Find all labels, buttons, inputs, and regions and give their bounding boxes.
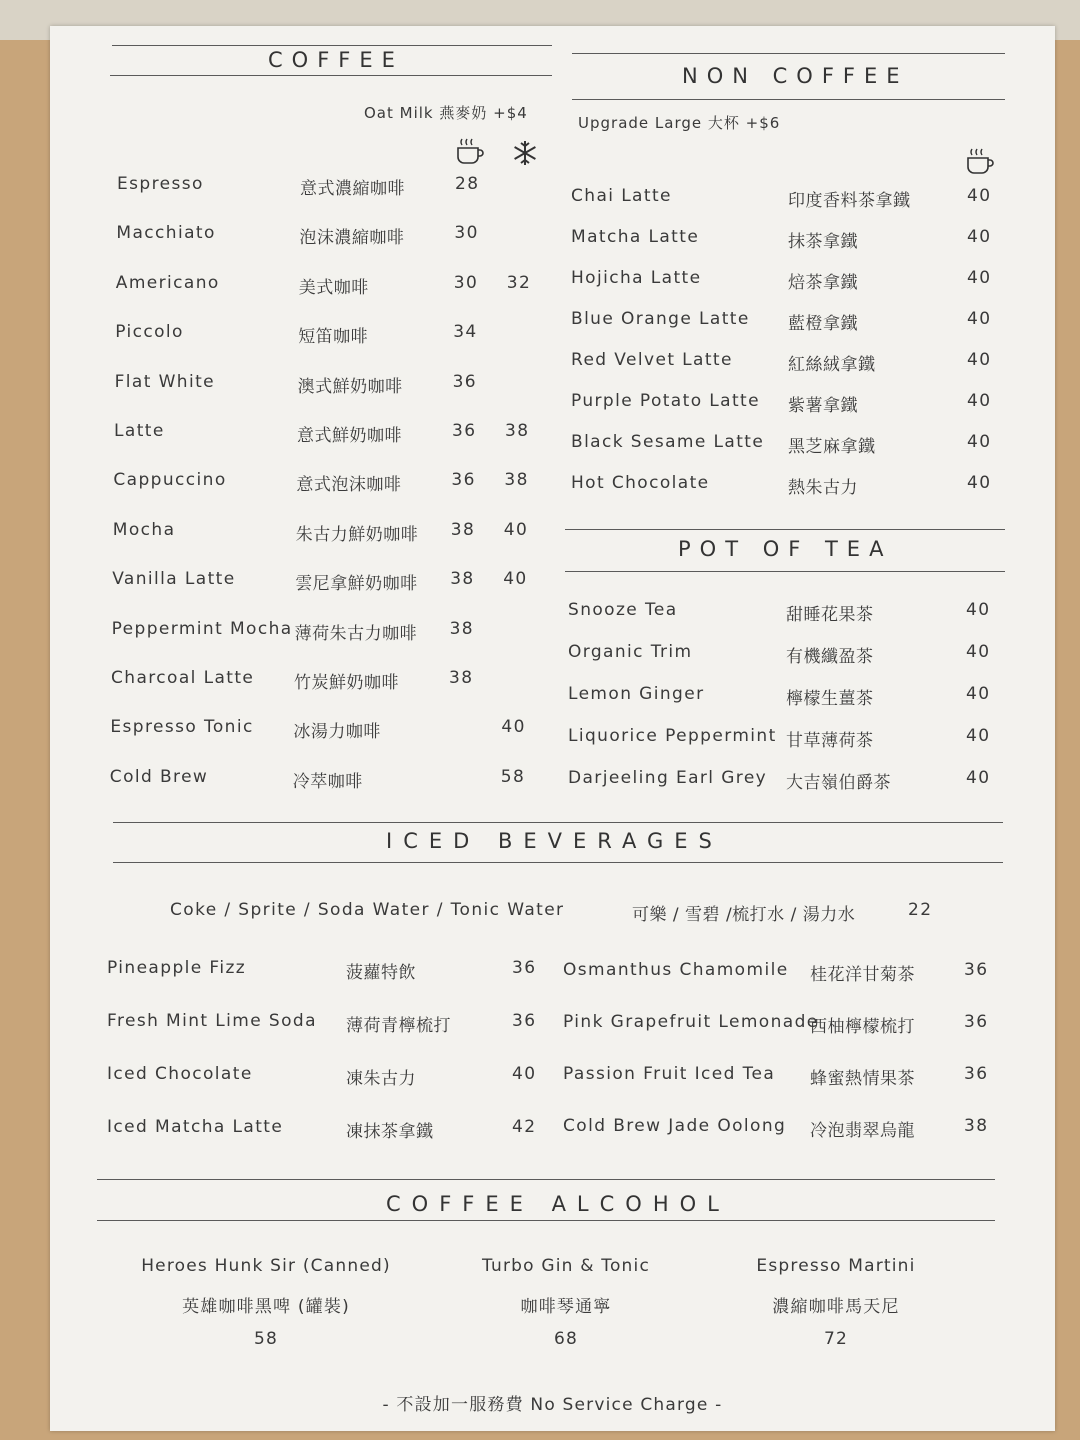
- item-chinese-name: 朱古力鮮奶咖啡: [295, 524, 419, 545]
- item-name: Snooze Tea: [568, 600, 678, 620]
- item-name: Lemon Ginger: [568, 684, 705, 704]
- item-chinese-name: 有機纖盈茶: [786, 647, 874, 667]
- iced-price: 58: [500, 766, 526, 787]
- hot-price: 36: [452, 371, 478, 392]
- item-price: 40: [967, 350, 992, 370]
- tea-item-row: [50, 642, 1055, 666]
- item-name: Peppermint Mocha: [111, 618, 293, 639]
- item-price: 40: [967, 432, 992, 452]
- item-price: 40: [967, 227, 992, 247]
- item-price: 40: [967, 309, 992, 329]
- item-price: 40: [966, 726, 991, 746]
- item-price: 36: [964, 960, 989, 980]
- hot-price: 30: [453, 272, 479, 293]
- hot-price: 38: [450, 569, 475, 590]
- item-chinese-name: 濃縮咖啡馬天尼: [772, 1297, 900, 1317]
- item-price: 42: [512, 1117, 537, 1137]
- item-name: Turbo Gin & Tonic: [481, 1256, 651, 1276]
- item-chinese-name: 菠蘿特飲: [346, 963, 416, 983]
- item-chinese-name: 意式泡沫咖啡: [296, 475, 402, 496]
- hot-cup-icon: [454, 136, 484, 166]
- iced-price: 38: [504, 470, 529, 491]
- item-chinese-name: 美式咖啡: [298, 277, 369, 298]
- no-service-charge-footer: - 不設加一服務費 No Service Charge -: [382, 1395, 723, 1415]
- hot-price: 36: [452, 421, 477, 441]
- hot-price: 34: [453, 322, 478, 343]
- item-name: Liquorice Peppermint: [568, 726, 777, 746]
- non-coffee-rule-top: [572, 53, 1005, 54]
- item-chinese-name: 凍朱古力: [346, 1069, 416, 1089]
- non-coffee-item-row: [50, 432, 1055, 456]
- item-price: 36: [512, 1011, 537, 1031]
- non-coffee-heading: NON COFFEE: [682, 64, 909, 88]
- tea-item-row: [50, 600, 1055, 624]
- iced-rule-bottom: [113, 862, 1003, 863]
- item-chinese-name: 泡沫濃縮咖啡: [299, 228, 405, 249]
- item-name: Osmanthus Chamomile: [563, 960, 789, 980]
- item-chinese-name: 冷泡翡翠烏龍: [810, 1121, 915, 1141]
- item-price: 68: [553, 1329, 579, 1349]
- tea-rule-bottom: [565, 571, 1005, 572]
- item-price: 36: [964, 1012, 989, 1032]
- item-name: Macchiato: [116, 223, 216, 244]
- item-chinese-name: 英雄咖啡黑啤 (罐裝): [182, 1297, 350, 1317]
- item-name: Darjeeling Earl Grey: [568, 768, 768, 788]
- alcohol-rule-bottom: [97, 1220, 995, 1221]
- item-chinese-name: 意式鮮奶咖啡: [297, 426, 402, 446]
- item-price: 40: [966, 600, 991, 620]
- item-name: Hot Chocolate: [571, 473, 710, 493]
- iced-rule-top: [113, 822, 1003, 823]
- item-chinese-name: 冰湯力咖啡: [293, 722, 381, 743]
- item-chinese-name: 大吉嶺伯爵茶: [786, 773, 891, 793]
- item-name: Red Velvet Latte: [571, 350, 733, 370]
- menu-card: [50, 26, 1055, 1431]
- soft-drinks-price: 22: [908, 900, 933, 920]
- item-name: Organic Trim: [568, 642, 693, 662]
- item-name: Black Sesame Latte: [571, 432, 765, 452]
- item-name: Flat White: [114, 371, 216, 392]
- item-name: Vanilla Latte: [112, 569, 236, 590]
- non-coffee-item-row: [50, 309, 1055, 333]
- item-chinese-name: 蜂蜜熱情果茶: [810, 1069, 915, 1089]
- soft-drinks-chinese: 可樂 / 雪碧 /梳打水 / 湯力水: [632, 905, 856, 925]
- non-coffee-item-row: [50, 227, 1055, 251]
- item-name: Cappuccino: [113, 470, 227, 491]
- tea-item-row: [50, 726, 1055, 750]
- item-chinese-name: 澳式鮮奶咖啡: [297, 376, 403, 397]
- soft-drinks-name: Coke / Sprite / Soda Water / Tonic Water: [170, 900, 565, 920]
- item-name: Latte: [114, 421, 165, 441]
- item-chinese-name: 黑芝麻拿鐵: [788, 437, 876, 457]
- item-chinese-name: 印度香料茶拿鐵: [788, 191, 911, 211]
- iced-item-row: [50, 1012, 1055, 1036]
- item-chinese-name: 薄荷青檸梳打: [346, 1016, 451, 1036]
- iced-price: 40: [503, 569, 528, 590]
- item-price: 38: [964, 1116, 989, 1136]
- item-price: 36: [964, 1064, 989, 1084]
- non-coffee-item-row: [50, 268, 1055, 292]
- soft-drinks-row: [50, 900, 1055, 924]
- item-name: Chai Latte: [571, 186, 672, 206]
- coffee-heading: COFFEE: [268, 48, 404, 72]
- item-chinese-name: 竹炭鮮奶咖啡: [294, 673, 399, 693]
- tea-rule-top: [565, 529, 1005, 530]
- iced-item-row: [50, 1116, 1055, 1140]
- tea-item-row: [50, 684, 1055, 708]
- oat-milk-note: Oat Milk 燕麥奶 +$4: [364, 104, 528, 122]
- item-name: Blue Orange Latte: [571, 309, 750, 329]
- non-coffee-item-row: [50, 350, 1055, 374]
- non-coffee-rule-bottom: [572, 99, 1005, 100]
- hot-price: 38: [449, 618, 475, 639]
- item-name: Espresso Martini: [756, 1256, 916, 1276]
- alcohol-rule-top: [97, 1179, 995, 1180]
- hot-cup-icon: [964, 146, 994, 176]
- item-price: 72: [823, 1329, 849, 1349]
- hot-price: 36: [451, 470, 476, 491]
- item-name: Passion Fruit Iced Tea: [563, 1064, 776, 1084]
- item-name: Pineapple Fizz: [107, 958, 247, 978]
- item-price: 40: [967, 473, 992, 493]
- item-chinese-name: 雲尼拿鮮奶咖啡: [295, 574, 418, 595]
- tea-item-row: [50, 768, 1055, 792]
- coffee-item-row: [50, 569, 1055, 593]
- coffee-rule-top: [112, 45, 552, 46]
- hot-price: 28: [455, 174, 480, 194]
- item-name: Matcha Latte: [571, 227, 700, 247]
- item-chinese-name: 檸檬生薑茶: [786, 689, 874, 709]
- item-name: Iced Matcha Latte: [107, 1117, 284, 1137]
- item-name: Purple Potato Latte: [571, 391, 760, 411]
- item-chinese-name: 藍橙拿鐵: [788, 314, 858, 334]
- item-chinese-name: 抹茶拿鐵: [788, 232, 858, 252]
- iced-price: 40: [503, 519, 529, 540]
- item-name: Charcoal Latte: [111, 668, 255, 688]
- hot-price: 38: [450, 519, 476, 540]
- iced-price: 32: [506, 272, 532, 293]
- iced-price: 40: [501, 717, 526, 738]
- item-chinese-name: 薄荷朱古力咖啡: [294, 623, 418, 644]
- iced-beverages-heading: ICED BEVERAGES: [386, 829, 723, 853]
- pot-of-tea-heading: POT OF TEA: [678, 537, 893, 561]
- item-name: Piccolo: [115, 322, 184, 343]
- hot-price: 30: [454, 223, 479, 244]
- item-price: 40: [966, 684, 991, 704]
- non-coffee-item-row: [50, 186, 1055, 210]
- snowflake-icon: [510, 138, 540, 168]
- item-chinese-name: 凍抹茶拿鐵: [346, 1122, 434, 1142]
- item-chinese-name: 熱朱古力: [788, 478, 858, 498]
- item-name: Americano: [115, 272, 220, 293]
- item-chinese-name: 西柚檸檬梳打: [810, 1017, 915, 1037]
- item-chinese-name: 意式濃縮咖啡: [300, 179, 405, 199]
- item-chinese-name: 咖啡琴通寧: [520, 1297, 612, 1317]
- item-chinese-name: 甜睡花果茶: [786, 605, 874, 625]
- item-price: 40: [967, 268, 992, 288]
- item-chinese-name: 短笛咖啡: [298, 327, 369, 348]
- non-coffee-item-row: [50, 391, 1055, 415]
- item-name: Cold Brew Jade Oolong: [563, 1116, 787, 1136]
- item-name: Pink Grapefruit Lemonade: [563, 1012, 819, 1032]
- item-price: 40: [966, 768, 991, 788]
- item-price: 58: [253, 1329, 279, 1349]
- coffee-item-row: [50, 520, 1055, 544]
- item-chinese-name: 焙茶拿鐵: [788, 273, 858, 293]
- item-price: 40: [512, 1064, 537, 1084]
- item-price: 40: [966, 642, 991, 662]
- item-name: Iced Chocolate: [107, 1064, 253, 1084]
- coffee-rule-bottom: [110, 75, 552, 76]
- iced-item-row: [50, 1064, 1055, 1088]
- item-name: Cold Brew: [109, 766, 209, 787]
- iced-item-row: [50, 960, 1055, 984]
- item-name: Fresh Mint Lime Soda: [107, 1011, 317, 1031]
- item-name: Mocha: [112, 519, 176, 540]
- item-chinese-name: 桂花洋甘菊茶: [810, 965, 915, 985]
- item-name: Hojicha Latte: [571, 268, 702, 288]
- coffee-alcohol-heading: COFFEE ALCOHOL: [386, 1192, 730, 1216]
- item-chinese-name: 冷萃咖啡: [292, 771, 363, 792]
- non-coffee-item-row: [50, 473, 1055, 497]
- upgrade-large-note: Upgrade Large 大杯 +$6: [578, 114, 781, 132]
- item-price: 40: [967, 391, 992, 411]
- iced-price: 38: [505, 421, 530, 441]
- item-price: 40: [967, 186, 992, 206]
- item-price: 36: [512, 958, 537, 978]
- item-name: Espresso Tonic: [110, 717, 254, 738]
- item-name: Heroes Hunk Sir (Canned): [141, 1256, 391, 1276]
- item-chinese-name: 紫薯拿鐵: [788, 396, 858, 416]
- item-name: Espresso: [117, 174, 204, 194]
- hot-price: 38: [449, 668, 474, 688]
- item-chinese-name: 甘草薄荷茶: [786, 731, 874, 751]
- item-chinese-name: 紅絲絨拿鐵: [788, 355, 876, 375]
